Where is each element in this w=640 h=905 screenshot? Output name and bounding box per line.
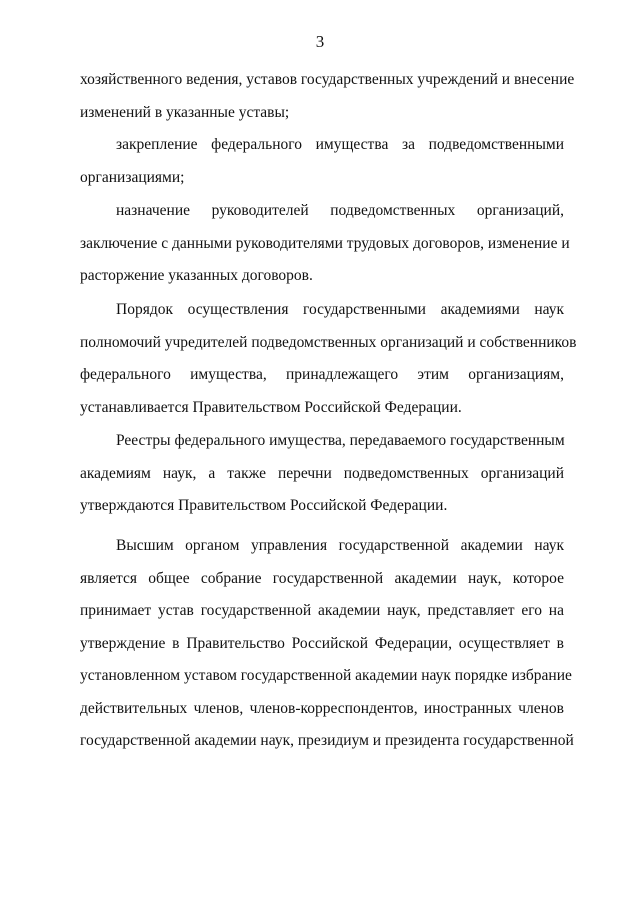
page-number: 3 [315,32,325,51]
paragraph-4 [80,294,577,424]
text-line: федерального имущества, принадлежащего этим организациям, [80,366,564,383]
text-line: Порядок осуществления государственными академиями наук [116,301,564,318]
text-line: утверждение в Правительство Российской Федерации, осуществляет в [80,634,564,652]
text-line: хозяйственного ведения, уставов государственных учреждений и внесение [80,71,575,88]
text-line: государственной академии наук, президиум и президента государственной [80,732,574,749]
text-line: является общее собрание государственной академии наук, которое [80,569,564,587]
text-line: Высшим органом управления государственной академии наук [116,537,564,554]
text-line: действительных членов, членов-корреспондентов, иностранных членов [80,699,564,717]
paragraph-2 [80,129,564,194]
text-line: Реестры федерального имущества, передаваемого государственным [116,432,565,449]
text-line: расторжение указанных договоров. [80,267,313,284]
text-line: академиям наук, а также перечни подведомственных организаций [80,464,564,482]
text-line: назначение руководителей подведомственных организаций, [116,202,564,219]
text-line: закрепление федерального имущества за подведомственными [116,136,564,153]
text-line: заключение с данными руководителями трудовых договоров, изменение и [80,234,570,252]
text-line: полномочий учредителей подведомственных организаций и собственников [80,333,577,351]
paragraph-5 [80,425,564,523]
text-line: изменений в указанные уставы; [80,103,290,121]
paragraph-1 [80,64,575,129]
text-line: организациями; [80,168,185,186]
paragraph-3 [80,195,570,293]
paragraph-6 [80,530,574,758]
text-line: принимает устав государственной академии наук, представляет его на [80,602,564,619]
text-line: устанавливается Правительством Российской Федерации. [80,398,462,416]
text-line: утверждаются Правительством Российской Федерации. [80,497,448,514]
text-line: установленном уставом государственной академии наук порядке избрание [80,667,572,684]
